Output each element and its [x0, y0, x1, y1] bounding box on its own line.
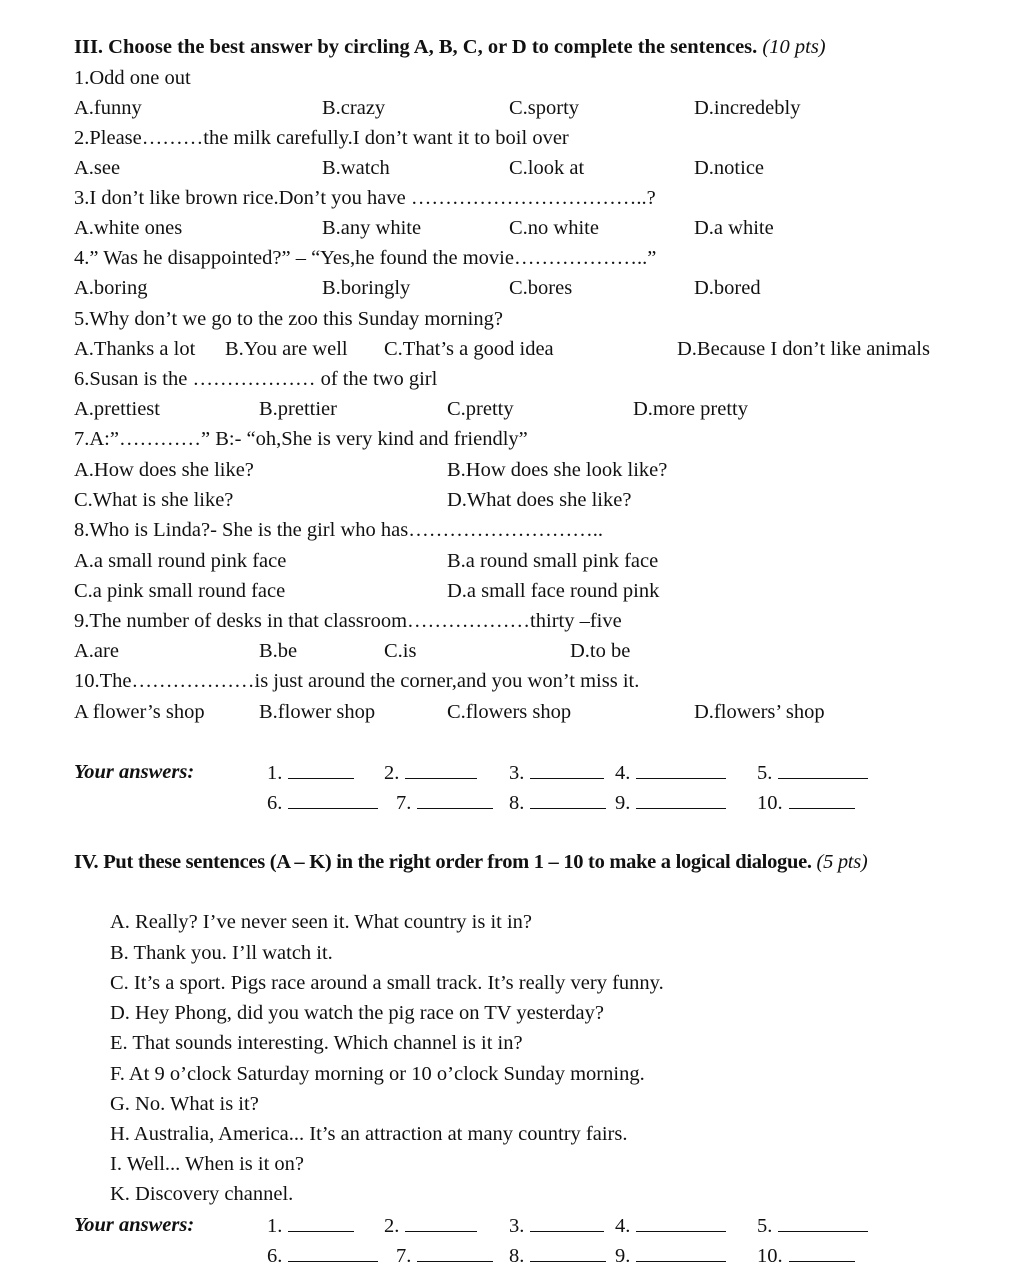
- option-a[interactable]: A flower’s shop: [74, 701, 205, 723]
- option-d[interactable]: D.to be: [570, 640, 631, 662]
- option-a[interactable]: A.see: [74, 157, 121, 179]
- question-stem: 9.The number of desks in that classroom………………thirty –five: [74, 610, 622, 632]
- section4-heading-text: IV. Put these sentences (A – K) in the right order from 1 – 10 to make a logical dialogue.: [74, 851, 812, 873]
- dialogue-sentence: H. Australia, America... It’s an attraction at many country fairs.: [110, 1123, 628, 1145]
- answer-blank-3[interactable]: 3.: [509, 760, 604, 785]
- section3-heading-text: III. Choose the best answer by circling A, B, C, or D to complete the sentences.: [74, 36, 758, 58]
- answer-blank-5[interactable]: 5.: [757, 1213, 868, 1238]
- answer-blank-8[interactable]: 8.: [509, 790, 606, 815]
- answer-blank-2[interactable]: 2.: [384, 1213, 477, 1238]
- question-stem: 2.Please………the milk carefully.I don’t want it to boil over: [74, 127, 569, 149]
- option-d[interactable]: D.notice: [694, 157, 765, 179]
- question-stem: 4.” Was he disappointed?” – “Yes,he found the movie………………..”: [74, 247, 657, 269]
- option-b[interactable]: B.watch: [322, 157, 390, 179]
- option-d[interactable]: D.more pretty: [633, 398, 748, 420]
- answer-blank-1[interactable]: 1.: [267, 1213, 354, 1238]
- option-a[interactable]: A.white ones: [74, 217, 183, 239]
- option-c[interactable]: C.What is she like?: [74, 489, 234, 511]
- answer-blank-1[interactable]: 1.: [267, 760, 354, 785]
- section3-points: (10 pts): [762, 36, 826, 58]
- dialogue-sentence: F. At 9 o’clock Saturday morning or 10 o’clock Sunday morning.: [110, 1063, 645, 1085]
- question-stem: 10.The………………is just around the corner,and you won’t miss it.: [74, 670, 640, 692]
- dialogue-sentence: B. Thank you. I’ll watch it.: [110, 942, 333, 964]
- answer-blank-9[interactable]: 9.: [615, 790, 726, 815]
- option-b[interactable]: B.a round small pink face: [447, 550, 659, 572]
- option-a[interactable]: A.Thanks a lot: [74, 338, 196, 360]
- option-b[interactable]: B.flower shop: [259, 701, 376, 723]
- option-b[interactable]: B.How does she look like?: [447, 459, 668, 481]
- option-c[interactable]: C.a pink small round face: [74, 580, 286, 602]
- option-b[interactable]: B.You are well: [225, 338, 348, 360]
- dialogue-sentence: E. That sounds interesting. Which channel is it in?: [110, 1032, 523, 1054]
- answer-blank-4[interactable]: 4.: [615, 1213, 726, 1238]
- option-c[interactable]: C.is: [384, 640, 417, 662]
- dialogue-sentence: C. It’s a sport. Pigs race around a small track. It’s really very funny.: [110, 972, 664, 994]
- answer-blank-6[interactable]: 6.: [267, 790, 378, 815]
- option-c[interactable]: C.pretty: [447, 398, 514, 420]
- option-d[interactable]: D.flowers’ shop: [694, 701, 825, 723]
- question-stem: 7.A:”…………” B:- “oh,She is very kind and friendly”: [74, 428, 528, 450]
- dialogue-sentence: D. Hey Phong, did you watch the pig race on TV yesterday?: [110, 1002, 604, 1024]
- option-c[interactable]: C.flowers shop: [447, 701, 572, 723]
- option-a[interactable]: A.prettiest: [74, 398, 160, 420]
- option-a[interactable]: A.are: [74, 640, 119, 662]
- option-a[interactable]: A.a small round pink face: [74, 550, 287, 572]
- option-b[interactable]: B.prettier: [259, 398, 337, 420]
- option-b[interactable]: B.any white: [322, 217, 422, 239]
- section4-heading: [74, 850, 867, 874]
- section3-heading: [74, 35, 826, 59]
- option-b[interactable]: B.be: [259, 640, 298, 662]
- answer-blank-10[interactable]: 10.: [757, 1243, 855, 1268]
- option-b[interactable]: B.crazy: [322, 97, 386, 119]
- option-c[interactable]: C.look at: [509, 157, 585, 179]
- question-stem: 6.Susan is the ……………… of the two girl: [74, 368, 438, 390]
- answer-blank-7[interactable]: 7.: [396, 1243, 493, 1268]
- option-c[interactable]: C.sporty: [509, 97, 580, 119]
- answer-blank-3[interactable]: 3.: [509, 1213, 604, 1238]
- section4-points: (5 pts): [816, 851, 868, 873]
- option-a[interactable]: A.How does she like?: [74, 459, 254, 481]
- answer-blank-4[interactable]: 4.: [615, 760, 726, 785]
- question-stem: 5.Why don’t we go to the zoo this Sunday morning?: [74, 308, 503, 330]
- question-stem: 3.I don’t like brown rice.Don’t you have ……………………………..?: [74, 187, 656, 209]
- question-stem: 8.Who is Linda?- She is the girl who has………………………..: [74, 519, 603, 541]
- option-d[interactable]: D.bored: [694, 277, 761, 299]
- answer-blank-6[interactable]: 6.: [267, 1243, 378, 1268]
- answer-blank-7[interactable]: 7.: [396, 790, 493, 815]
- answers-label: Your answers:: [74, 1214, 195, 1236]
- answer-blank-2[interactable]: 2.: [384, 760, 477, 785]
- question-stem: 1.Odd one out: [74, 67, 191, 89]
- option-d[interactable]: D.a small face round pink: [447, 580, 660, 602]
- option-d[interactable]: D.What does she like?: [447, 489, 632, 511]
- answer-blank-9[interactable]: 9.: [615, 1243, 726, 1268]
- answer-blank-5[interactable]: 5.: [757, 760, 868, 785]
- answer-blank-10[interactable]: 10.: [757, 790, 855, 815]
- dialogue-sentence: I. Well... When is it on?: [110, 1153, 305, 1175]
- dialogue-sentence: G. No. What is it?: [110, 1093, 259, 1115]
- option-d[interactable]: D.a white: [694, 217, 774, 239]
- dialogue-sentence: K. Discovery channel.: [110, 1183, 294, 1205]
- option-c[interactable]: C.no white: [509, 217, 599, 239]
- option-a[interactable]: A.funny: [74, 97, 142, 119]
- option-a[interactable]: A.boring: [74, 277, 148, 299]
- dialogue-sentence: A. Really? I’ve never seen it. What country is it in?: [110, 911, 533, 933]
- answer-blank-8[interactable]: 8.: [509, 1243, 606, 1268]
- option-b[interactable]: B.boringly: [322, 277, 411, 299]
- option-d[interactable]: D.incredebly: [694, 97, 801, 119]
- answers-label: Your answers:: [74, 761, 195, 783]
- option-c[interactable]: C.bores: [509, 277, 573, 299]
- option-c[interactable]: C.That’s a good idea: [384, 338, 554, 360]
- option-d[interactable]: D.Because I don’t like animals: [677, 338, 930, 360]
